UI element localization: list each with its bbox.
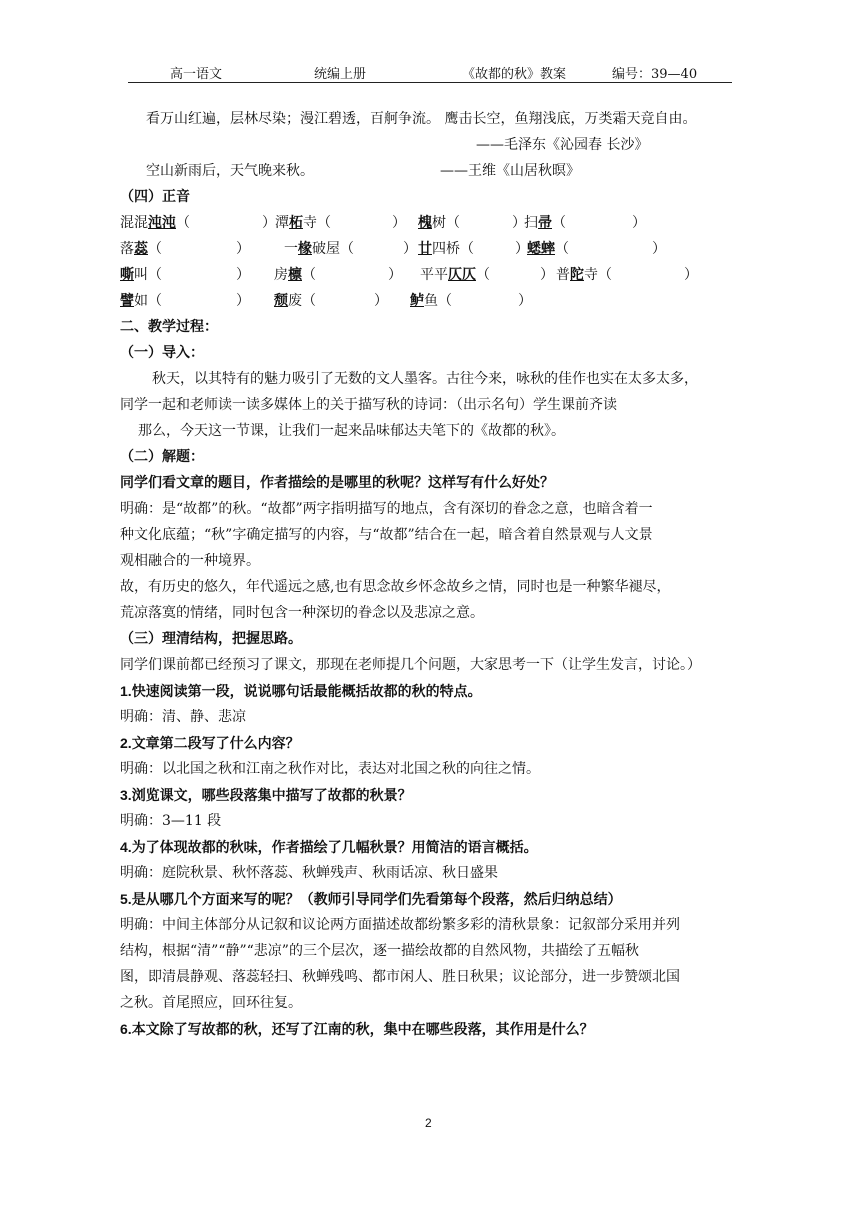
document-page: 高一语文 统编上册 《故都的秋》教案 编号：39—40 看万山红遍，层林尽染；漫江碧透，百舸争流。 鹰击长空，鱼翔浅底，万类霜天竞自由。 ——毛泽东《沁园春 长沙》 空山新雨后，天气晚来秋。 ——王维《山居秋暝》 （四）正音 混混沌沌（ ） 潭柘寺（ ） 槐树（ ） 扫帚（ ） 落蕊（ ） 一椽破屋（ ） 廿四桥（ ） 蟋蟀（ ） 嘶叫（ ） 房檩（ ） 平平仄仄（ ） 普陀寺（ ） 譬如（ ） 颓废（ ） 鲈鱼（ ） 二、教学过程： （一）导入： 秋天，以其特有的魅力吸引了无数的文人墨客。古往今来，咏秋的佳作也实在太多太多， 同学一起和老师读一读多媒体上的关于描写秋的诗词：（出示名句）学生课前齐读 那么，今天这一节课，让我们一起来品味郁达夫笔下的《故都的秋》。 （二）解题： 同学们看文章的题目，作者描绘的是哪里的秋呢？这样写有什么好处？ 明确：是“故都”的秋。“故都”两字指明描写的地点，含有深切的眷念之意，也暗含着一 种文化底蕴；“秋”字确定描写的内容，与“故都”结合在一起，暗含着自然景观与人文景 观相融合的一种境界。 故，有历史的悠久，年代遥远之感,也有思念故乡怀念故乡之情，同时也是一种繁华褪尽， 荒凉落寞的情绪，同时包含一种深切的眷念以及悲凉之意。 （三）理清结构，把握思路。 同学们课前都已经预习了课文，那现在老师提几个问题，大家思考一下（让学生发言，讨论。） 1.快速阅读第一段，说说哪句话最能概括故都的秋的特点。 明确：清、静、悲凉 2.文章第二段写了什么内容？ 明确：以北国之秋和江南之秋作对比，表达对北国之秋的向往之情。 3.浏览课文，哪些段落集中描写了故都的秋景？ 明确：3—11 段 4.为了体现故都的秋味，作者描绘了几幅秋景？用简洁的语言概括。 明确：庭院秋景、秋怀落蕊、秋蝉残声、秋雨话凉、秋日盛果 5.是从哪几个方面来写的呢？（教师引导同学们先看第每个段落，然后归纳总结） 明确：中间主体部分从记叙和议论两方面描述故都纷繁多彩的清秋景象：记叙部分采用并列 结构，根据“清”“静”“悲凉”的三个层次，逐一描绘故都的自然风物，共描绘了五幅秋 图，即清晨静观、落蕊轻扫、秋蝉残鸣、都市闲人、胜日秋果；议论部分，进一步赞颂北国 之秋。首尾照应，回环往复。 6.本文除了写故都的秋，还写了江南的秋，集中在哪些段落，其作用是什么？ 2 <box>0 0 860 1216</box>
pron-item: 槐树（ <box>418 215 460 231</box>
page-header <box>128 63 732 81</box>
pron-item: 房檩（ <box>274 267 316 283</box>
pron-item: 平平仄仄（ <box>420 267 490 283</box>
answer-5-line-2: 结构，根据“清”“静”“悲凉”的三个层次，逐一描绘故都的自然风物，共描绘了五幅秋 <box>120 943 639 959</box>
title-answer-1: 明确：是“故都”的秋。“故都”两字指明描写的地点，含有深切的眷念之意，也暗含着一 <box>120 501 653 517</box>
answer-5-line-3: 图，即清晨静观、落蕊轻扫、秋蝉残鸣、都市闲人、胜日秋果；议论部分，进一步赞颂北国 <box>120 969 680 985</box>
answer-1: 明确：清、静、悲凉 <box>120 709 246 725</box>
pronunciation-heading: （四）正音 <box>120 189 190 205</box>
question-3: 3.浏览课文，哪些段落集中描写了故都的秋景？ <box>120 787 412 804</box>
question-1: 1.快速阅读第一段，说说哪句话最能概括故都的秋的特点。 <box>120 683 482 700</box>
answer-5-line-4: 之秋。首尾照应，回环往复。 <box>120 995 302 1011</box>
pron-item: 譬如（ <box>120 293 162 309</box>
question-5: 5.是从哪几个方面来写的呢？（教师引导同学们先看第每个段落，然后归纳总结） <box>120 891 622 908</box>
header-number: 编号：39—40 <box>612 67 698 82</box>
pron-item: 潭柘寺（ <box>275 215 331 231</box>
question-2: 2.文章第二段写了什么内容？ <box>120 735 300 752</box>
intro-paragraph-1a: 秋天，以其特有的魅力吸引了无数的文人墨客。古往今来，咏秋的佳作也实在太多太多， <box>152 371 698 387</box>
process-heading: 二、教学过程： <box>120 319 218 335</box>
poem-source-2: ——王维《山居秋暝》 <box>440 163 580 179</box>
pron-item: 普陀寺（ <box>556 267 612 283</box>
question-4: 4.为了体现故都的秋味，作者描绘了几幅秋景？用简洁的语言概括。 <box>120 839 538 856</box>
structure-heading: （三）理清结构，把握思路。 <box>120 631 302 647</box>
title-answer-4: 故，有历史的悠久，年代遥远之感,也有思念故乡怀念故乡之情，同时也是一种繁华褪尽， <box>120 579 671 595</box>
title-answer-3: 观相融合的一种境界。 <box>120 553 260 569</box>
title-question: 同学们看文章的题目，作者描绘的是哪里的秋呢？这样写有什么好处？ <box>120 475 554 491</box>
question-6: 6.本文除了写故都的秋，还写了江南的秋，集中在哪些段落，其作用是什么？ <box>120 1021 594 1038</box>
page-number: 2 <box>425 1116 432 1130</box>
header-lesson: 《故都的秋》教案 <box>462 67 567 82</box>
answer-5-line-1: 明确：中间主体部分从记叙和议论两方面描述故都纷繁多彩的清秋景象：记叙部分采用并列 <box>120 917 680 933</box>
answer-3: 明确：3—11 段 <box>120 813 222 829</box>
poem-line-2: 空山新雨后，天气晚来秋。 <box>146 163 314 179</box>
intro-paragraph-1b: 同学一起和老师读一读多媒体上的关于描写秋的诗词：（出示名句）学生课前齐读 <box>120 397 617 413</box>
pron-item: 扫帚（ <box>524 215 566 231</box>
pron-item: 廿四桥（ <box>418 241 474 257</box>
header-subject: 高一语文 <box>170 67 223 82</box>
pron-item: 蟋蟀（ <box>527 241 569 257</box>
answer-4: 明确：庭院秋景、秋怀落蕊、秋蝉残声、秋雨话凉、秋日盛果 <box>120 865 498 881</box>
title-answer-2: 种文化底蕴；“秋”字确定描写的内容，与“故都”结合在一起，暗含着自然景观与人文景 <box>120 527 653 543</box>
intro-paragraph-2: 那么，今天这一节课，让我们一起来品味郁达夫笔下的《故都的秋》。 <box>138 423 565 439</box>
pron-item: 颓废（ <box>274 293 316 309</box>
answer-2: 明确：以北国之秋和江南之秋作对比，表达对北国之秋的向往之情。 <box>120 761 540 777</box>
pron-item: 混混沌沌（ <box>120 215 190 231</box>
poem-line-1: 看万山红遍，层林尽染；漫江碧透，百舸争流。 鹰击长空，鱼翔浅底，万类霜天竞自由。 <box>146 111 697 127</box>
pron-item: 鲈鱼（ <box>410 293 452 309</box>
pron-item: 落蕊（ <box>120 241 162 257</box>
intro-heading: （一）导入： <box>120 345 204 361</box>
header-volume: 统编上册 <box>314 67 367 82</box>
structure-intro: 同学们课前都已经预习了课文，那现在老师提几个问题，大家思考一下（让学生发言，讨论。） <box>120 657 701 673</box>
pron-item: 一椽破屋（ <box>284 241 354 257</box>
title-heading: （二）解题： <box>120 449 204 465</box>
title-answer-5: 荒凉落寞的情绪，同时包含一种深切的眷念以及悲凉之意。 <box>120 605 484 621</box>
pron-item: 嘶叫（ <box>120 267 162 283</box>
header-rule <box>128 82 732 83</box>
poem-source-1: ——毛泽东《沁园春 长沙》 <box>476 137 649 153</box>
